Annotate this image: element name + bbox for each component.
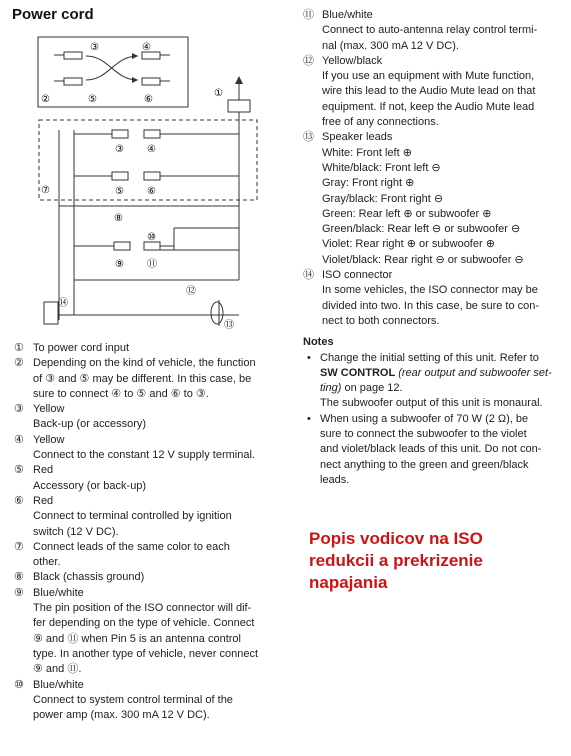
inset-connector-4: [142, 42, 170, 59]
label-3: ③: [90, 42, 99, 53]
harness-connector-4: [144, 130, 239, 155]
item-line: Connect leads of the same color to each: [33, 540, 230, 553]
item-line: nal (max. 300 mA 12 V DC).: [322, 39, 459, 52]
harness-connector-11: [144, 242, 160, 250]
left-legend: [14, 341, 289, 723]
harness-connector-9: [114, 242, 130, 250]
label-4b: ④: [147, 144, 156, 155]
item-line: Accessory (or back-up): [33, 479, 147, 492]
item-line: other.: [33, 556, 61, 569]
right-item: [303, 54, 563, 130]
iso-line: divided into two. In this case, be sure to con-: [322, 299, 540, 312]
red-annotation-line: redukcii a prekrizenie: [309, 551, 483, 570]
label-6: ⑥: [144, 94, 153, 105]
item-line: wire this lead to the Audio Mute lead on that: [322, 85, 536, 98]
item-line: Blue/white: [33, 586, 84, 599]
item-line: Connect to system control terminal of the: [33, 693, 233, 706]
sw-control-label: SW CONTROL: [320, 366, 396, 379]
left-item: [14, 463, 289, 494]
item-line: ⑨ and ⑪.: [33, 663, 82, 676]
item-line: power amp (max. 300 mA 12 V DC).: [33, 709, 210, 722]
iso-connector-item: [303, 268, 563, 329]
note-italic: (rear output and subwoofer set-: [395, 366, 552, 379]
speaker-leads-loop: [211, 302, 223, 324]
left-item: [14, 402, 289, 433]
cross-arrow-b: [86, 56, 138, 80]
item-number: ⑨: [14, 586, 24, 599]
item-line: switch (12 V DC).: [33, 525, 119, 538]
label-9: ⑨: [115, 259, 124, 270]
speaker-lead: Green: Rear left ⊕ or subwoofer ⊕: [322, 207, 492, 220]
left-item: [14, 356, 289, 402]
label-2: ②: [41, 94, 50, 105]
item-line: The pin position of the ISO connector will dif-: [33, 602, 252, 615]
note-text: on page 12.: [341, 382, 403, 395]
item-number: ⑩: [14, 678, 24, 691]
label-4: ④: [142, 42, 151, 53]
note-text: Change the initial setting of this unit. Refer to: [320, 351, 539, 364]
arrow-up-icon: [235, 76, 243, 84]
item-number: ⑧: [14, 571, 24, 584]
item-line: fer depending on the type of vehicle. Connect: [33, 617, 255, 630]
speaker-lead: White: Front left ⊕: [322, 146, 412, 159]
label-6b: ⑥: [147, 186, 156, 197]
speaker-lead: Violet: Rear right ⊕ or subwoofer ⊕: [322, 238, 495, 251]
speaker-lead: Gray/black: Front right ⊖: [322, 192, 444, 205]
item-line: Back-up (or accessory): [33, 418, 147, 431]
page-title: Power cord: [12, 6, 94, 23]
item-number: ⑥: [14, 494, 24, 507]
label-1: ①: [214, 88, 223, 99]
right-item: [303, 8, 563, 54]
item-number: ①: [14, 342, 24, 354]
label-3b: ③: [115, 144, 124, 155]
left-item: [14, 540, 289, 571]
item-number: ②: [14, 357, 24, 370]
iso-connector: [44, 302, 58, 324]
label-7: ⑦: [41, 185, 50, 196]
label-10: ⑩: [147, 232, 156, 243]
item-line: Red: [33, 494, 54, 507]
iso-line: nect to both connectors.: [322, 314, 440, 327]
label-11: ⑪: [147, 259, 157, 270]
red-annotation-line: napajania: [309, 573, 388, 592]
item-line: Connect to the constant 12 V supply terminal.: [33, 449, 255, 462]
label-14: ⑭: [58, 298, 68, 309]
item-line: Connect to auto-antenna relay control termi-: [322, 24, 538, 37]
speaker-heading: Speaker leads: [322, 131, 393, 144]
left-item: [14, 586, 289, 678]
item-line: equipment. If not, keep the Audio Mute lead: [322, 100, 535, 113]
note-text: The subwoofer output of this unit is monaural.: [320, 397, 543, 410]
item-line: Depending on the kind of vehicle, the function: [33, 357, 256, 370]
item-number: ⑫: [303, 54, 314, 67]
item-line: Yellow/black: [322, 54, 383, 67]
note-text: When using a subwoofer of 70 W (2 Ω), be: [320, 412, 529, 425]
inset-connector-6: [142, 78, 170, 105]
note-italic: ting): [320, 382, 342, 395]
wiring-diagram: [14, 30, 284, 340]
speaker-lead: Green/black: Rear left ⊖ or subwoofer ⊖: [322, 223, 521, 236]
speaker-lead: White/black: Front left ⊖: [322, 161, 441, 174]
label-5: ⑤: [88, 94, 97, 105]
item-line: Blue/white: [33, 678, 84, 691]
left-item: [14, 433, 289, 464]
note-text: leads.: [320, 473, 350, 486]
note-bullet-2: [307, 412, 563, 488]
label-5b: ⑤: [115, 186, 124, 197]
left-item: [14, 494, 289, 540]
label-12: ⑫: [186, 286, 196, 297]
speaker-lead: Gray: Front right ⊕: [322, 177, 415, 190]
item-number: ⑦: [14, 540, 24, 553]
item-number: ⑬: [303, 131, 314, 144]
speaker-leads-item: [303, 130, 563, 268]
left-item: [14, 341, 289, 356]
item-number: ④: [14, 433, 24, 446]
power-input-box: [228, 100, 250, 112]
right-legend: [303, 8, 563, 488]
item-number: ⑪: [303, 9, 314, 21]
item-number: ⑤: [14, 464, 24, 477]
harness-connector-3: [74, 130, 128, 155]
speaker-lead: Violet/black: Rear right ⊖ or subwoofer ⊖: [322, 253, 524, 266]
item-line: Connect to terminal controlled by ignition: [33, 510, 232, 523]
note-text: and violet/black leads of this unit. Do not con-: [320, 443, 542, 456]
note-text: nect anything to the green and green/black: [320, 458, 529, 471]
red-annotation: [309, 528, 559, 594]
item-line: Yellow: [33, 433, 65, 446]
item-line: Red: [33, 464, 54, 477]
harness-connector-6: [144, 172, 239, 197]
harness-connector-5: [74, 172, 128, 197]
item-line: sure to connect ④ to ⑤ and ⑥ to ③.: [33, 387, 209, 400]
note-bullet-1: [307, 351, 563, 412]
inset-connector-5: [54, 78, 97, 105]
item-line: Blue/white: [322, 9, 373, 21]
bullet-icon: •: [307, 412, 311, 425]
connector-inset-box: [38, 37, 188, 107]
item-line: type. In another type of vehicle, never connect: [33, 647, 259, 660]
item-line: Black (chassis ground): [33, 571, 145, 584]
label-8: ⑧: [114, 213, 123, 224]
left-item: [14, 570, 289, 585]
item-line: of ③ and ⑤ may be different. In this case, be: [33, 372, 252, 385]
item-number: ③: [14, 403, 24, 416]
bullet-icon: •: [307, 351, 311, 364]
left-item: [14, 678, 289, 724]
item-line: free of any connections.: [322, 116, 439, 129]
item-line: If you use an equipment with Mute function,: [322, 70, 535, 83]
item-line: To power cord input: [33, 342, 129, 354]
note-text: sure to connect the subwoofer to the violet: [320, 428, 527, 441]
notes-heading: Notes: [303, 336, 334, 349]
item-line: ⑨ and ⑪ when Pin 5 is an antenna control: [33, 632, 241, 645]
iso-line: ISO connector: [322, 269, 393, 282]
iso-line: In some vehicles, the ISO connector may be: [322, 284, 538, 297]
label-13: ⑬: [224, 320, 234, 331]
red-annotation-line: Popis vodicov na ISO: [309, 529, 483, 548]
item-number: ⑭: [303, 269, 314, 282]
item-line: Yellow: [33, 403, 65, 416]
